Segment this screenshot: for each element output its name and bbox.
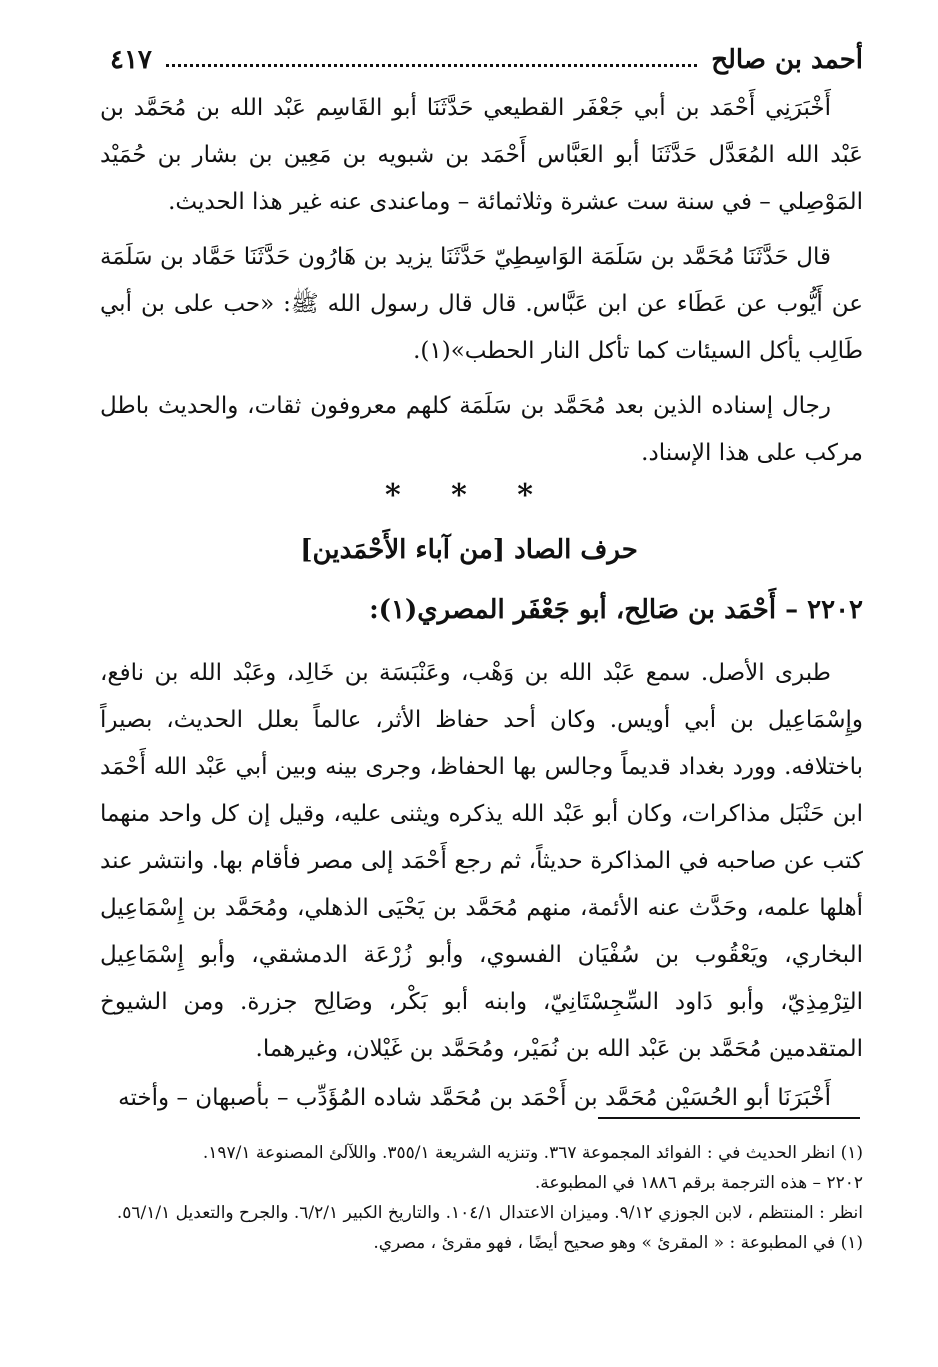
page-header [110,40,863,80]
entry-title: ٢٢٠٢ – أَحْمَد بن صَالِح، أبو جَعْفَر المصري(١): [369,595,863,625]
footnote-sources: انظر : المنتظم ، لابن الجوزي ٩/١٢. وميزان الاعتدال ١٠٤/١. والتاريخ الكبير ٦/٢/١. والجرح والتعديل ٥٦/١/١. [116,1203,863,1223]
section-separator: * * * [385,478,553,513]
entry-body [100,650,863,1124]
footnote-1b: (١) في المطبوعة : « المقرئ » وهو صحيح أيضًا ، فهو مقرئ ، مصري. [373,1233,863,1253]
paragraph-hadith: قال حَدَّثَنَا مُحَمَّد بن سَلَمَة الوَاسِطِيّ حَدَّثَنَا يزيد بن هَارُون حَدَّثَنَا حَمَّاد بن سَلَمَة عن أَيُّوب عن عَطَاء عن ابن عَبَّاس. قال قال رسول الله ﷺ: «حب على بن أبي طَالِب يأكل السيئات كما تأكل النار الحطب»(١). [100,244,863,364]
running-title: أحمد بن صالح [711,45,863,75]
section-title: حرف الصاد [من آباء الأَحْمَدين] [300,535,638,565]
paragraph-isnad: أَخْبَرَنِي أَحْمَد بن أبي جَعْفَر القطيعي حَدَّثَنَا أبو القَاسِم عَبْد الله بن مُحَمَّد بن عَبْد الله المُعَدَّل حَدَّثَنَا أبو العَبَّاس أَحْمَد بن شبويه بن مَعِين بن بشار بن حُمَيْد المَوْصِلي – في سنة ست عشرة وثلاثمائة – وماعندى عنه غير هذا الحديث. [100,95,863,215]
entry-paragraph-bio: طبرى الأصل. سمع عَبْد الله بن وَهْب، وعَنْبَسَة بن خَالِد، وعَبْد الله بن نافع، وإِسْمَاعِيل بن أبي أويس. وكان أحد حفاظ الأثر، عالماً بعلل الحديث، بصيراً باختلافه. وورد بغداد قديماً وجالس بها الحفاظ، وجرى بينه وبين أبي عَبْد الله أَحْمَد ابن حَنْبَل مذاكرات، وكان أبو عَبْد الله يذكره ويثنى عليه، وقيل إن كل واحد منهما كتب عن صاحبه في المذاكرة حديثاً، ثم رجع أَحْمَد إلى مصر فأقام بها. وانتشر عند أهلها علمه، وحَدَّث عنه الأئمة، منهم مُحَمَّد بن يَحْيَى الذهلي، ومُحَمَّد بن إِسْمَاعِيل البخاري، ويَعْقُوب بن سُفْيَان الفسوي، وأبو زُرْعَة الدمشقي، وأبو إِسْمَاعِيل التِرْمِذِيّ، وأبو دَاود السِّجِسْتَانِيّ، وابنه أبو بَكْر، وصَالِح جزرة. ومن الشيوخ المتقدمين مُحَمَّد بن عَبْد الله بن نُمَيْر، ومُحَمَّد بن غَيْلان، وغيرهما. [100,660,863,1062]
footnote-2202: ٢٢٠٢ – هذه الترجمة برقم ١٨٨٦ في المطبوعة. [534,1173,863,1193]
footnote-1: (١) انظر الحديث في : الفوائد المجموعة ٣٦٧. وتنزيه الشريعة ٣٥٥/١. واللآلئ المصنوعة ١٩٧/١. [202,1143,863,1163]
page-number: ٤١٧ [110,45,152,75]
entry-paragraph-isnad: أَخْبَرَنَا أبو الحُسَيْن مُحَمَّد بن أَحْمَد بن مُحَمَّد شاده المُؤَدِّب – بأصبهان – وأخته [118,1085,831,1111]
paragraph-judgment: رجال إسناده الذين بعد مُحَمَّد بن سَلَمَة كلهم معروفون ثقات، والحديث باطل مركب على هذا الإسناد. [100,393,863,466]
header-dot-leader [166,54,697,67]
footnotes [100,1138,863,1258]
top-text-block [100,85,863,485]
footnote-rule [598,1117,860,1119]
